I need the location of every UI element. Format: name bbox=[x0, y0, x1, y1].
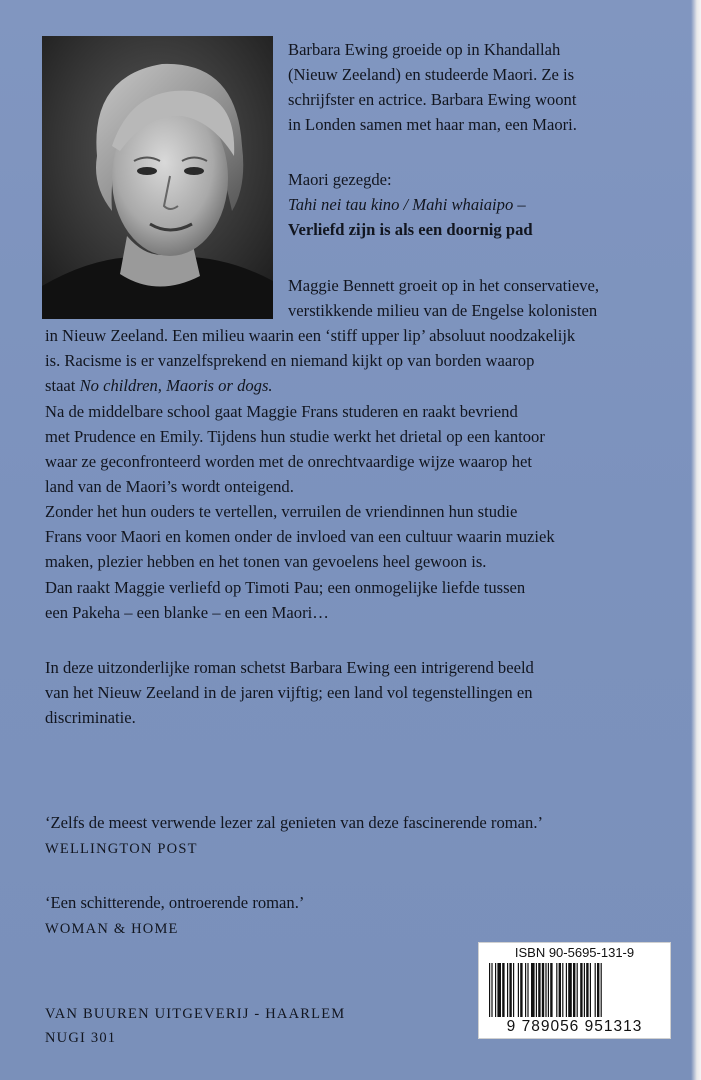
saying-dutch: Verliefd zijn is als een doornig pad bbox=[288, 220, 533, 239]
synopsis-line: maken, plezier hebben en het tonen van gevoelens heel gewoon is. bbox=[45, 552, 487, 571]
barcode-bar bbox=[495, 963, 496, 1017]
barcode-bar bbox=[586, 963, 588, 1017]
barcode-bar bbox=[509, 963, 511, 1017]
review-source: WELLINGTON POST bbox=[45, 841, 198, 857]
barcode-bar bbox=[545, 963, 546, 1017]
barcode-bar bbox=[562, 963, 563, 1017]
synopsis-line bbox=[45, 374, 273, 399]
barcode-bar bbox=[559, 963, 561, 1017]
barcode-bar bbox=[507, 963, 508, 1017]
barcode-bar bbox=[597, 963, 599, 1017]
synopsis-line: Maggie Bennett groeit op in het conservatieve, bbox=[288, 276, 600, 295]
barcode-bar bbox=[595, 963, 596, 1017]
barcode-bar bbox=[502, 963, 504, 1017]
synopsis-line: waar ze geconfronteerd worden met de onrechtvaardige wijze waarop het bbox=[45, 452, 532, 471]
barcode-bar bbox=[489, 963, 490, 1017]
synopsis-line: Na de middelbare school gaat Maggie Frans studeren en raakt bevriend bbox=[45, 402, 518, 421]
barcode-bar bbox=[513, 963, 514, 1017]
barcode-bar bbox=[525, 963, 526, 1017]
synopsis-line: land van de Maori’s wordt onteigend. bbox=[45, 477, 294, 496]
sign-text: No children, Maoris or dogs. bbox=[79, 376, 273, 395]
author-bio-line: (Nieuw Zeeland) en studeerde Maori. Ze is bbox=[288, 65, 575, 84]
synopsis-line: in Nieuw Zeeland. Een milieu waarin een ‘stiff upper lip’ absoluut noodzakelijk bbox=[45, 326, 576, 345]
barcode-bar bbox=[584, 963, 585, 1017]
summary-line: In deze uitzonderlijke roman schetst Barbara Ewing een intrigerend beeld bbox=[45, 658, 534, 677]
barcode-bar bbox=[577, 963, 578, 1017]
review-quote: ‘Zelfs de meest verwende lezer zal genieten van deze fascinerende roman.’ bbox=[45, 813, 543, 832]
barcode-bar bbox=[518, 963, 519, 1017]
summary-line: discriminatie. bbox=[45, 708, 136, 727]
synopsis-line: Dan raakt Maggie verliefd op Timoti Pau; een onmogelijke liefde tussen bbox=[45, 578, 526, 597]
publisher-name: VAN BUUREN UITGEVERIJ - HAARLEM bbox=[45, 1006, 346, 1022]
isbn-barcode bbox=[478, 942, 671, 1039]
synopsis-line: Frans voor Maori en komen onder de invloed van een cultuur waarin muziek bbox=[45, 527, 555, 546]
barcode-bar bbox=[520, 963, 522, 1017]
synopsis-staat: staat bbox=[45, 376, 76, 395]
barcode-bar bbox=[601, 963, 602, 1017]
barcode-bar bbox=[573, 963, 575, 1017]
review-quote: ‘Een schitterende, ontroerende roman.’ bbox=[45, 893, 305, 912]
author-bio-line: in Londen samen met haar man, een Maori. bbox=[288, 115, 577, 134]
barcode-bar bbox=[556, 963, 557, 1017]
barcode-bar bbox=[538, 963, 540, 1017]
author-bio-line: Barbara Ewing groeide op in Khandallah bbox=[288, 40, 561, 59]
author-photo bbox=[42, 36, 273, 319]
synopsis-line: verstikkende milieu van de Engelse kolonisten bbox=[288, 301, 598, 320]
synopsis-line: met Prudence en Emily. Tijdens hun studie werkt het drietal op een kantoor bbox=[45, 427, 545, 446]
barcode-bar bbox=[566, 963, 567, 1017]
synopsis-line: Zonder het hun ouders te vertellen, verruilen de vriendinnen hun studie bbox=[45, 502, 518, 521]
barcode-bar bbox=[542, 963, 544, 1017]
review-source: WOMAN & HOME bbox=[45, 921, 179, 937]
saying-maori: Tahi nei tau kino / Mahi whaiaipo – bbox=[288, 195, 526, 214]
synopsis-line: is. Racisme is er vanzelfsprekend en niemand kijkt op van borden waarop bbox=[45, 351, 535, 370]
barcode-bar bbox=[580, 963, 582, 1017]
barcode-bar bbox=[491, 963, 492, 1017]
barcode-bars bbox=[487, 963, 662, 1017]
barcode-bar bbox=[590, 963, 591, 1017]
summary-line: van het Nieuw Zeeland in de jaren vijftig; een land vol tegenstellingen en bbox=[45, 683, 533, 702]
isbn-label: ISBN 90-5695-131-9 bbox=[514, 945, 635, 960]
saying-intro: Maori gezegde: bbox=[288, 170, 392, 189]
barcode-bar bbox=[531, 963, 535, 1017]
barcode-bar bbox=[536, 963, 537, 1017]
barcode-bar bbox=[548, 963, 549, 1017]
cover-edge bbox=[691, 0, 701, 1080]
barcode-bar bbox=[497, 963, 501, 1017]
nugi-code: NUGI 301 bbox=[45, 1030, 117, 1046]
author-bio-line: schrijfster en actrice. Barbara Ewing woont bbox=[288, 90, 577, 109]
synopsis-line: een Pakeha – een blanke – en een Maori… bbox=[45, 603, 329, 622]
barcode-bar bbox=[550, 963, 552, 1017]
barcode-bar bbox=[527, 963, 528, 1017]
ean-number: 9 789056 951313 bbox=[506, 1018, 643, 1035]
barcode-bar bbox=[568, 963, 572, 1017]
